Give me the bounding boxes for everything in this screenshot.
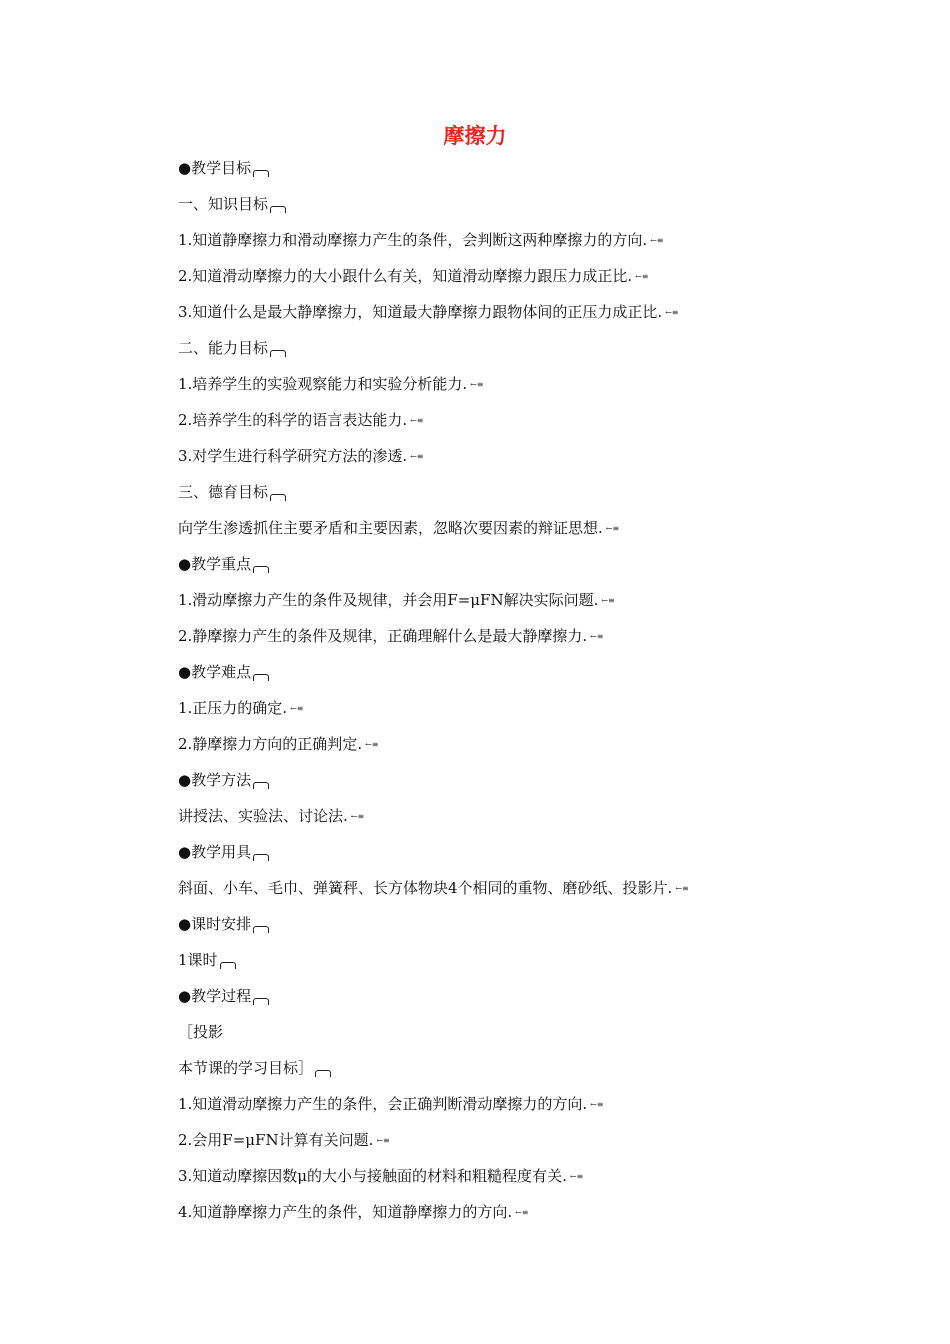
- document-line: [178, 582, 818, 618]
- line-break-mark-icon: ←≡: [650, 236, 664, 245]
- document-line: [178, 762, 818, 798]
- paragraph-mark-icon: [253, 926, 269, 933]
- document-line: [178, 798, 818, 834]
- line-text: 讲授法、实验法、讨论法.: [178, 807, 348, 825]
- document-line: [178, 366, 818, 402]
- line-text: 2.培养学生的科学的语言表达能力.: [178, 411, 408, 429]
- line-break-mark-icon: ←≡: [601, 596, 615, 605]
- line-text: ●课时安排: [178, 915, 252, 933]
- document-line: [178, 150, 818, 186]
- line-text: ●教学难点: [178, 663, 252, 681]
- paragraph-mark-icon: [270, 350, 286, 357]
- line-break-mark-icon: ←≡: [590, 1100, 604, 1109]
- line-text: ［投影: [178, 1023, 224, 1041]
- document-line: [178, 186, 818, 222]
- document-line: [178, 834, 818, 870]
- line-break-mark-icon: ←≡: [350, 812, 365, 821]
- line-text: 1.滑动摩擦力产生的条件及规律，并会用F=μFN解决实际问题.: [178, 591, 599, 609]
- line-break-mark-icon: ←≡: [290, 704, 304, 713]
- paragraph-mark-icon: [253, 782, 269, 789]
- line-break-mark-icon: ←≡: [590, 632, 604, 641]
- document-line: [178, 1050, 818, 1086]
- line-text: ●教学方法: [178, 771, 252, 789]
- line-text: 斜面、小车、毛巾、弹簧秤、长方体物块4个相同的重物、磨砂纸、投影片.: [178, 879, 673, 897]
- line-break-mark-icon: ←≡: [569, 1172, 584, 1181]
- document-line: [178, 402, 818, 438]
- paragraph-mark-icon: [253, 674, 269, 681]
- paragraph-mark-icon: [270, 206, 286, 213]
- line-break-mark-icon: ←≡: [470, 380, 484, 389]
- document-line: [178, 942, 818, 978]
- line-text: 1.培养学生的实验观察能力和实验分析能力.: [178, 375, 468, 393]
- document-line: [178, 1122, 818, 1158]
- paragraph-mark-icon: [315, 1070, 331, 1077]
- line-text: 2.知道滑动摩擦力的大小跟什么有关，知道滑动摩擦力跟压力成正比.: [178, 267, 633, 285]
- document-line: [178, 330, 818, 366]
- line-text: 本节课的学习目标］: [178, 1059, 314, 1077]
- document-line: [178, 870, 818, 906]
- document-line: [178, 1158, 818, 1194]
- document-line: [178, 222, 818, 258]
- document-line: [178, 654, 818, 690]
- line-text: 1.正压力的确定.: [178, 699, 288, 717]
- document-line: [178, 978, 818, 1014]
- line-text: 1课时: [178, 951, 218, 969]
- line-break-mark-icon: ←≡: [635, 272, 649, 281]
- line-break-mark-icon: ←≡: [376, 1136, 390, 1145]
- paragraph-mark-icon: [253, 170, 269, 177]
- paragraph-mark-icon: [270, 494, 286, 501]
- line-text: 4.知道静摩擦力产生的条件，知道静摩擦力的方向.: [178, 1203, 513, 1221]
- line-text: ●教学重点: [178, 555, 252, 573]
- document-line: [178, 258, 818, 294]
- document-line: [178, 1014, 818, 1050]
- line-text: 2.静摩擦力方向的正确判定.: [178, 735, 363, 753]
- line-break-mark-icon: ←≡: [675, 884, 689, 893]
- line-text: 向学生渗透抓住主要矛盾和主要因素，忽略次要因素的辩证思想.: [178, 519, 603, 537]
- paragraph-mark-icon: [253, 854, 269, 861]
- line-text: 2.会用F=μFN计算有关问题.: [178, 1131, 374, 1149]
- document-line: [178, 1194, 818, 1230]
- line-break-mark-icon: ←≡: [665, 308, 679, 317]
- document-line: [178, 546, 818, 582]
- document-line: [178, 438, 818, 474]
- line-break-mark-icon: ←≡: [410, 416, 424, 425]
- paragraph-mark-icon: [253, 566, 269, 573]
- line-text: 3.知道动摩擦因数μ的大小与接触面的材料和粗糙程度有关.: [178, 1167, 567, 1185]
- line-text: 三、德育目标: [178, 483, 269, 501]
- paragraph-mark-icon: [253, 998, 269, 1005]
- line-text: 3.知道什么是最大静摩擦力，知道最大静摩擦力跟物体间的正压力成正比.: [178, 303, 663, 321]
- line-text: ●教学过程: [178, 987, 252, 1005]
- document-line: [178, 618, 818, 654]
- line-text: 一、知识目标: [178, 195, 269, 213]
- line-text: 二、能力目标: [178, 339, 269, 357]
- line-text: 2.静摩擦力产生的条件及规律，正确理解什么是最大静摩擦力.: [178, 627, 588, 645]
- line-text: 3.对学生进行科学研究方法的渗透.: [178, 447, 408, 465]
- line-break-mark-icon: ←≡: [365, 740, 379, 749]
- document-line: [178, 906, 818, 942]
- document-line: [178, 1086, 818, 1122]
- line-text: ●教学目标: [178, 159, 252, 177]
- line-text: 1.知道滑动摩擦力产生的条件，会正确判断滑动摩擦力的方向.: [178, 1095, 588, 1113]
- paragraph-mark-icon: [220, 962, 236, 969]
- document-line: [178, 690, 818, 726]
- document-line: [178, 510, 818, 546]
- document-body: [178, 150, 818, 1230]
- line-break-mark-icon: ←≡: [410, 452, 424, 461]
- document-line: [178, 474, 818, 510]
- line-break-mark-icon: ←≡: [605, 524, 620, 533]
- document-title: 摩擦力: [443, 124, 507, 148]
- line-text: ●教学用具: [178, 843, 252, 861]
- line-break-mark-icon: ←≡: [515, 1208, 529, 1217]
- line-text: 1.知道静摩擦力和滑动摩擦力产生的条件，会判断这两种摩擦力的方向.: [178, 231, 648, 249]
- document-line: [178, 294, 818, 330]
- document-line: [178, 726, 818, 762]
